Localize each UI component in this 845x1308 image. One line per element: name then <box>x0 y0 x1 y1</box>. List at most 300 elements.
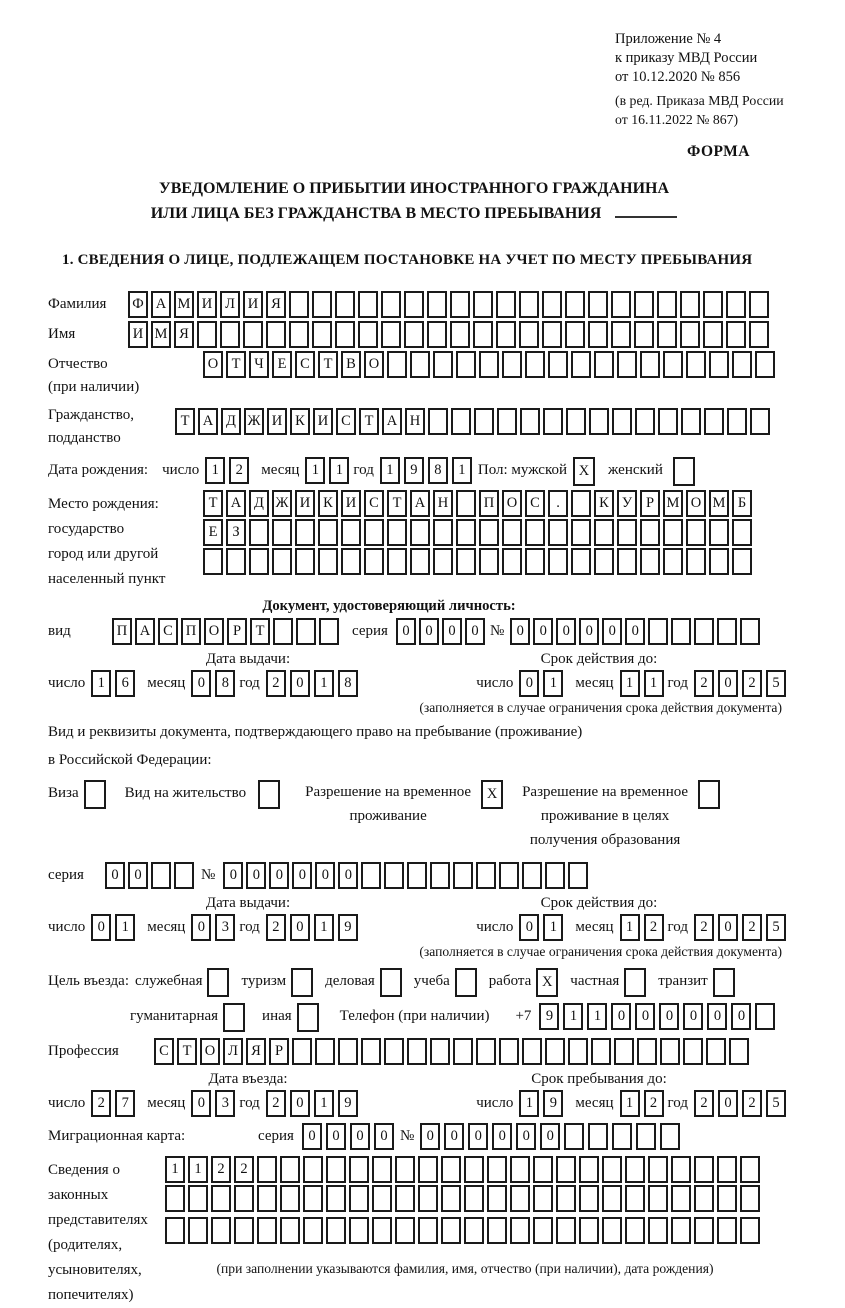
char-cell[interactable] <box>706 1038 726 1065</box>
char-cell[interactable] <box>496 321 516 348</box>
char-cell[interactable] <box>614 1038 634 1065</box>
char-cell[interactable] <box>686 548 706 575</box>
char-cell[interactable] <box>273 618 293 645</box>
char-cell[interactable]: 9 <box>543 1090 563 1117</box>
char-cell[interactable] <box>548 519 568 546</box>
char-cell[interactable] <box>349 1156 369 1183</box>
char-cell[interactable] <box>602 1185 622 1212</box>
char-cell[interactable]: 2 <box>644 914 664 941</box>
char-cell[interactable] <box>266 321 286 348</box>
char-cell[interactable]: А <box>198 408 218 435</box>
char-cell[interactable] <box>487 1217 507 1244</box>
char-cell[interactable] <box>704 408 724 435</box>
char-cell[interactable] <box>257 1185 277 1212</box>
char-cell[interactable]: 0 <box>579 618 599 645</box>
char-cell[interactable] <box>548 351 568 378</box>
char-cell[interactable] <box>341 519 361 546</box>
char-cell[interactable] <box>372 1217 392 1244</box>
char-cell[interactable] <box>648 618 668 645</box>
char-cell[interactable]: Н <box>405 408 425 435</box>
char-cell[interactable] <box>726 291 746 318</box>
char-cell[interactable]: 0 <box>223 862 243 889</box>
char-cell[interactable]: 0 <box>315 862 335 889</box>
char-cell[interactable] <box>430 1038 450 1065</box>
char-cell[interactable] <box>174 862 194 889</box>
char-cell[interactable] <box>220 321 240 348</box>
char-cell[interactable] <box>349 1185 369 1212</box>
char-cell[interactable]: М <box>663 490 683 517</box>
char-cell[interactable] <box>312 291 332 318</box>
checkbox-cell[interactable] <box>207 968 229 997</box>
char-cell[interactable]: 9 <box>539 1003 559 1030</box>
char-cell[interactable] <box>387 351 407 378</box>
char-cell[interactable] <box>571 519 591 546</box>
char-cell[interactable]: 0 <box>659 1003 679 1030</box>
char-cell[interactable] <box>476 1038 496 1065</box>
char-cell[interactable] <box>395 1185 415 1212</box>
char-cell[interactable] <box>564 1123 584 1150</box>
char-cell[interactable] <box>433 519 453 546</box>
char-cell[interactable]: П <box>181 618 201 645</box>
char-cell[interactable] <box>197 321 217 348</box>
char-cell[interactable]: 5 <box>766 1090 786 1117</box>
char-cell[interactable] <box>441 1217 461 1244</box>
char-cell[interactable] <box>510 1217 530 1244</box>
char-cell[interactable]: . <box>548 490 568 517</box>
char-cell[interactable] <box>295 519 315 546</box>
char-cell[interactable] <box>671 1185 691 1212</box>
char-cell[interactable]: А <box>226 490 246 517</box>
char-cell[interactable]: 2 <box>742 914 762 941</box>
char-cell[interactable]: Т <box>177 1038 197 1065</box>
char-cell[interactable]: К <box>290 408 310 435</box>
char-cell[interactable] <box>648 1217 668 1244</box>
char-cell[interactable] <box>338 1038 358 1065</box>
char-cell[interactable]: 2 <box>694 914 714 941</box>
char-cell[interactable] <box>750 408 770 435</box>
char-cell[interactable] <box>579 1217 599 1244</box>
char-cell[interactable] <box>487 1156 507 1183</box>
char-cell[interactable] <box>732 351 752 378</box>
char-cell[interactable] <box>594 519 614 546</box>
char-cell[interactable]: 2 <box>644 1090 664 1117</box>
char-cell[interactable] <box>361 862 381 889</box>
char-cell[interactable] <box>326 1185 346 1212</box>
char-cell[interactable]: 2 <box>266 914 286 941</box>
char-cell[interactable] <box>542 321 562 348</box>
char-cell[interactable] <box>427 291 447 318</box>
char-cell[interactable]: 0 <box>290 1090 310 1117</box>
char-cell[interactable]: А <box>410 490 430 517</box>
char-cell[interactable] <box>634 291 654 318</box>
char-cell[interactable]: 7 <box>115 1090 135 1117</box>
char-cell[interactable] <box>387 548 407 575</box>
checkbox-cell[interactable]: X <box>481 780 503 809</box>
char-cell[interactable]: Л <box>223 1038 243 1065</box>
char-cell[interactable]: 0 <box>444 1123 464 1150</box>
char-cell[interactable] <box>732 519 752 546</box>
char-cell[interactable] <box>335 291 355 318</box>
char-cell[interactable] <box>292 1038 312 1065</box>
char-cell[interactable] <box>709 351 729 378</box>
char-cell[interactable] <box>635 408 655 435</box>
char-cell[interactable] <box>579 1185 599 1212</box>
checkbox-cell[interactable]: X <box>573 457 595 486</box>
char-cell[interactable] <box>226 548 246 575</box>
char-cell[interactable] <box>612 1123 632 1150</box>
char-cell[interactable]: 0 <box>105 862 125 889</box>
char-cell[interactable] <box>464 1185 484 1212</box>
char-cell[interactable]: О <box>502 490 522 517</box>
char-cell[interactable] <box>617 351 637 378</box>
char-cell[interactable] <box>625 1185 645 1212</box>
char-cell[interactable] <box>589 408 609 435</box>
char-cell[interactable] <box>565 291 585 318</box>
char-cell[interactable]: 0 <box>302 1123 322 1150</box>
char-cell[interactable] <box>502 351 522 378</box>
char-cell[interactable] <box>545 862 565 889</box>
char-cell[interactable] <box>568 862 588 889</box>
char-cell[interactable]: Д <box>249 490 269 517</box>
char-cell[interactable] <box>318 519 338 546</box>
char-cell[interactable] <box>732 548 752 575</box>
char-cell[interactable]: 6 <box>115 670 135 697</box>
char-cell[interactable] <box>430 862 450 889</box>
char-cell[interactable] <box>441 1185 461 1212</box>
char-cell[interactable]: С <box>158 618 178 645</box>
char-cell[interactable]: 8 <box>338 670 358 697</box>
char-cell[interactable] <box>272 548 292 575</box>
char-cell[interactable] <box>497 408 517 435</box>
char-cell[interactable] <box>694 1185 714 1212</box>
char-cell[interactable]: В <box>341 351 361 378</box>
char-cell[interactable]: 1 <box>314 914 334 941</box>
char-cell[interactable] <box>450 291 470 318</box>
char-cell[interactable]: 0 <box>468 1123 488 1150</box>
char-cell[interactable]: П <box>112 618 132 645</box>
char-cell[interactable] <box>404 291 424 318</box>
char-cell[interactable]: Р <box>227 618 247 645</box>
char-cell[interactable] <box>729 1038 749 1065</box>
char-cell[interactable]: И <box>341 490 361 517</box>
char-cell[interactable] <box>717 1156 737 1183</box>
char-cell[interactable] <box>384 862 404 889</box>
char-cell[interactable]: 0 <box>718 1090 738 1117</box>
char-cell[interactable] <box>474 408 494 435</box>
char-cell[interactable] <box>451 408 471 435</box>
char-cell[interactable] <box>312 321 332 348</box>
char-cell[interactable]: 0 <box>290 670 310 697</box>
char-cell[interactable] <box>571 490 591 517</box>
checkbox-cell[interactable] <box>673 457 695 486</box>
char-cell[interactable]: 1 <box>563 1003 583 1030</box>
char-cell[interactable] <box>358 321 378 348</box>
char-cell[interactable] <box>671 1217 691 1244</box>
char-cell[interactable] <box>566 408 586 435</box>
char-cell[interactable]: 0 <box>191 914 211 941</box>
char-cell[interactable] <box>289 291 309 318</box>
char-cell[interactable]: 0 <box>269 862 289 889</box>
char-cell[interactable] <box>476 862 496 889</box>
char-cell[interactable]: 1 <box>620 670 640 697</box>
char-cell[interactable] <box>234 1217 254 1244</box>
char-cell[interactable]: 5 <box>766 670 786 697</box>
char-cell[interactable] <box>617 548 637 575</box>
char-cell[interactable] <box>686 519 706 546</box>
char-cell[interactable]: 0 <box>290 914 310 941</box>
char-cell[interactable]: О <box>204 618 224 645</box>
char-cell[interactable] <box>680 291 700 318</box>
char-cell[interactable] <box>636 1123 656 1150</box>
char-cell[interactable]: З <box>226 519 246 546</box>
char-cell[interactable]: Н <box>433 490 453 517</box>
char-cell[interactable]: 1 <box>452 457 472 484</box>
char-cell[interactable]: Ж <box>272 490 292 517</box>
char-cell[interactable]: М <box>174 291 194 318</box>
char-cell[interactable] <box>694 618 714 645</box>
char-cell[interactable]: 0 <box>292 862 312 889</box>
char-cell[interactable] <box>433 548 453 575</box>
char-cell[interactable]: О <box>203 351 223 378</box>
char-cell[interactable]: 2 <box>742 1090 762 1117</box>
char-cell[interactable] <box>671 1156 691 1183</box>
char-cell[interactable]: 0 <box>246 862 266 889</box>
char-cell[interactable] <box>479 351 499 378</box>
char-cell[interactable] <box>502 548 522 575</box>
char-cell[interactable] <box>663 519 683 546</box>
char-cell[interactable]: 9 <box>338 1090 358 1117</box>
char-cell[interactable]: 1 <box>644 670 664 697</box>
char-cell[interactable] <box>372 1156 392 1183</box>
char-cell[interactable]: К <box>318 490 338 517</box>
char-cell[interactable] <box>594 351 614 378</box>
char-cell[interactable] <box>364 548 384 575</box>
char-cell[interactable]: Я <box>246 1038 266 1065</box>
char-cell[interactable] <box>565 321 585 348</box>
char-cell[interactable] <box>640 519 660 546</box>
char-cell[interactable] <box>456 548 476 575</box>
char-cell[interactable]: У <box>617 490 637 517</box>
char-cell[interactable] <box>717 1185 737 1212</box>
char-cell[interactable]: 0 <box>419 618 439 645</box>
char-cell[interactable] <box>433 351 453 378</box>
char-cell[interactable] <box>211 1217 231 1244</box>
char-cell[interactable] <box>418 1185 438 1212</box>
char-cell[interactable] <box>499 862 519 889</box>
char-cell[interactable] <box>410 548 430 575</box>
char-cell[interactable] <box>387 519 407 546</box>
char-cell[interactable] <box>473 291 493 318</box>
char-cell[interactable]: 3 <box>215 1090 235 1117</box>
char-cell[interactable] <box>663 548 683 575</box>
char-cell[interactable]: 8 <box>428 457 448 484</box>
char-cell[interactable] <box>502 519 522 546</box>
char-cell[interactable] <box>740 1156 760 1183</box>
char-cell[interactable]: Т <box>318 351 338 378</box>
char-cell[interactable] <box>456 490 476 517</box>
char-cell[interactable] <box>280 1156 300 1183</box>
char-cell[interactable] <box>740 1185 760 1212</box>
char-cell[interactable] <box>280 1185 300 1212</box>
char-cell[interactable]: 2 <box>694 670 714 697</box>
char-cell[interactable]: 2 <box>266 1090 286 1117</box>
char-cell[interactable]: 0 <box>625 618 645 645</box>
char-cell[interactable] <box>188 1217 208 1244</box>
char-cell[interactable]: Т <box>250 618 270 645</box>
char-cell[interactable] <box>418 1217 438 1244</box>
char-cell[interactable] <box>349 1217 369 1244</box>
char-cell[interactable] <box>341 548 361 575</box>
char-cell[interactable]: 0 <box>191 670 211 697</box>
char-cell[interactable] <box>428 408 448 435</box>
char-cell[interactable]: 0 <box>516 1123 536 1150</box>
char-cell[interactable]: Ж <box>244 408 264 435</box>
char-cell[interactable]: Б <box>732 490 752 517</box>
char-cell[interactable] <box>556 1156 576 1183</box>
char-cell[interactable] <box>234 1185 254 1212</box>
char-cell[interactable] <box>749 321 769 348</box>
char-cell[interactable]: Т <box>203 490 223 517</box>
char-cell[interactable] <box>335 321 355 348</box>
char-cell[interactable] <box>533 1185 553 1212</box>
char-cell[interactable] <box>319 618 339 645</box>
char-cell[interactable]: А <box>382 408 402 435</box>
char-cell[interactable] <box>303 1156 323 1183</box>
char-cell[interactable]: 1 <box>165 1156 185 1183</box>
char-cell[interactable]: 0 <box>611 1003 631 1030</box>
char-cell[interactable]: 2 <box>266 670 286 697</box>
char-cell[interactable] <box>473 321 493 348</box>
char-cell[interactable]: 9 <box>404 457 424 484</box>
char-cell[interactable] <box>453 862 473 889</box>
char-cell[interactable] <box>243 321 263 348</box>
char-cell[interactable] <box>407 1038 427 1065</box>
char-cell[interactable] <box>657 291 677 318</box>
char-cell[interactable] <box>694 1217 714 1244</box>
char-cell[interactable] <box>381 321 401 348</box>
char-cell[interactable] <box>410 519 430 546</box>
char-cell[interactable] <box>257 1217 277 1244</box>
char-cell[interactable]: 0 <box>718 914 738 941</box>
char-cell[interactable] <box>326 1156 346 1183</box>
char-cell[interactable] <box>694 1156 714 1183</box>
char-cell[interactable]: 0 <box>519 670 539 697</box>
char-cell[interactable] <box>296 618 316 645</box>
char-cell[interactable] <box>479 519 499 546</box>
char-cell[interactable]: 2 <box>742 670 762 697</box>
char-cell[interactable] <box>519 321 539 348</box>
char-cell[interactable] <box>510 1185 530 1212</box>
char-cell[interactable] <box>165 1185 185 1212</box>
char-cell[interactable] <box>395 1156 415 1183</box>
char-cell[interactable] <box>257 1156 277 1183</box>
char-cell[interactable]: 1 <box>380 457 400 484</box>
char-cell[interactable]: 0 <box>128 862 148 889</box>
char-cell[interactable]: 1 <box>314 670 334 697</box>
char-cell[interactable]: 0 <box>338 862 358 889</box>
char-cell[interactable]: 0 <box>420 1123 440 1150</box>
char-cell[interactable] <box>571 548 591 575</box>
char-cell[interactable] <box>496 291 516 318</box>
char-cell[interactable] <box>456 519 476 546</box>
char-cell[interactable] <box>456 351 476 378</box>
char-cell[interactable] <box>525 548 545 575</box>
char-cell[interactable]: 0 <box>635 1003 655 1030</box>
checkbox-cell[interactable] <box>84 780 106 809</box>
char-cell[interactable] <box>612 408 632 435</box>
char-cell[interactable]: 0 <box>396 618 416 645</box>
char-cell[interactable] <box>740 618 760 645</box>
checkbox-cell[interactable] <box>291 968 313 997</box>
char-cell[interactable] <box>717 1217 737 1244</box>
checkbox-cell[interactable] <box>223 1003 245 1032</box>
char-cell[interactable]: Я <box>174 321 194 348</box>
char-cell[interactable] <box>709 519 729 546</box>
char-cell[interactable]: Т <box>226 351 246 378</box>
char-cell[interactable] <box>395 1217 415 1244</box>
char-cell[interactable] <box>326 1217 346 1244</box>
char-cell[interactable] <box>602 1156 622 1183</box>
char-cell[interactable]: 0 <box>540 1123 560 1150</box>
char-cell[interactable] <box>545 1038 565 1065</box>
char-cell[interactable]: И <box>197 291 217 318</box>
char-cell[interactable] <box>727 408 747 435</box>
char-cell[interactable]: 3 <box>215 914 235 941</box>
char-cell[interactable] <box>519 291 539 318</box>
char-cell[interactable]: 1 <box>188 1156 208 1183</box>
char-cell[interactable]: 0 <box>191 1090 211 1117</box>
char-cell[interactable] <box>358 291 378 318</box>
char-cell[interactable]: 0 <box>718 670 738 697</box>
char-cell[interactable] <box>602 1217 622 1244</box>
char-cell[interactable] <box>418 1156 438 1183</box>
char-cell[interactable] <box>510 1156 530 1183</box>
char-cell[interactable] <box>740 1217 760 1244</box>
char-cell[interactable] <box>303 1185 323 1212</box>
char-cell[interactable] <box>203 548 223 575</box>
char-cell[interactable]: 5 <box>766 914 786 941</box>
char-cell[interactable] <box>372 1185 392 1212</box>
char-cell[interactable] <box>499 1038 519 1065</box>
char-cell[interactable] <box>272 519 292 546</box>
char-cell[interactable] <box>249 548 269 575</box>
char-cell[interactable]: 1 <box>115 914 135 941</box>
checkbox-cell[interactable] <box>258 780 280 809</box>
char-cell[interactable]: 0 <box>602 618 622 645</box>
char-cell[interactable] <box>755 1003 775 1030</box>
char-cell[interactable]: И <box>267 408 287 435</box>
char-cell[interactable]: И <box>243 291 263 318</box>
char-cell[interactable] <box>543 408 563 435</box>
char-cell[interactable] <box>579 1156 599 1183</box>
char-cell[interactable]: 2 <box>694 1090 714 1117</box>
char-cell[interactable]: 0 <box>326 1123 346 1150</box>
char-cell[interactable]: Я <box>266 291 286 318</box>
char-cell[interactable] <box>520 408 540 435</box>
char-cell[interactable] <box>318 548 338 575</box>
char-cell[interactable] <box>280 1217 300 1244</box>
char-cell[interactable] <box>542 291 562 318</box>
char-cell[interactable] <box>522 862 542 889</box>
checkbox-cell[interactable]: X <box>536 968 558 997</box>
char-cell[interactable] <box>568 1038 588 1065</box>
char-cell[interactable] <box>658 408 678 435</box>
char-cell[interactable]: А <box>135 618 155 645</box>
char-cell[interactable] <box>755 351 775 378</box>
char-cell[interactable]: 2 <box>234 1156 254 1183</box>
char-cell[interactable] <box>683 1038 703 1065</box>
char-cell[interactable]: Т <box>359 408 379 435</box>
